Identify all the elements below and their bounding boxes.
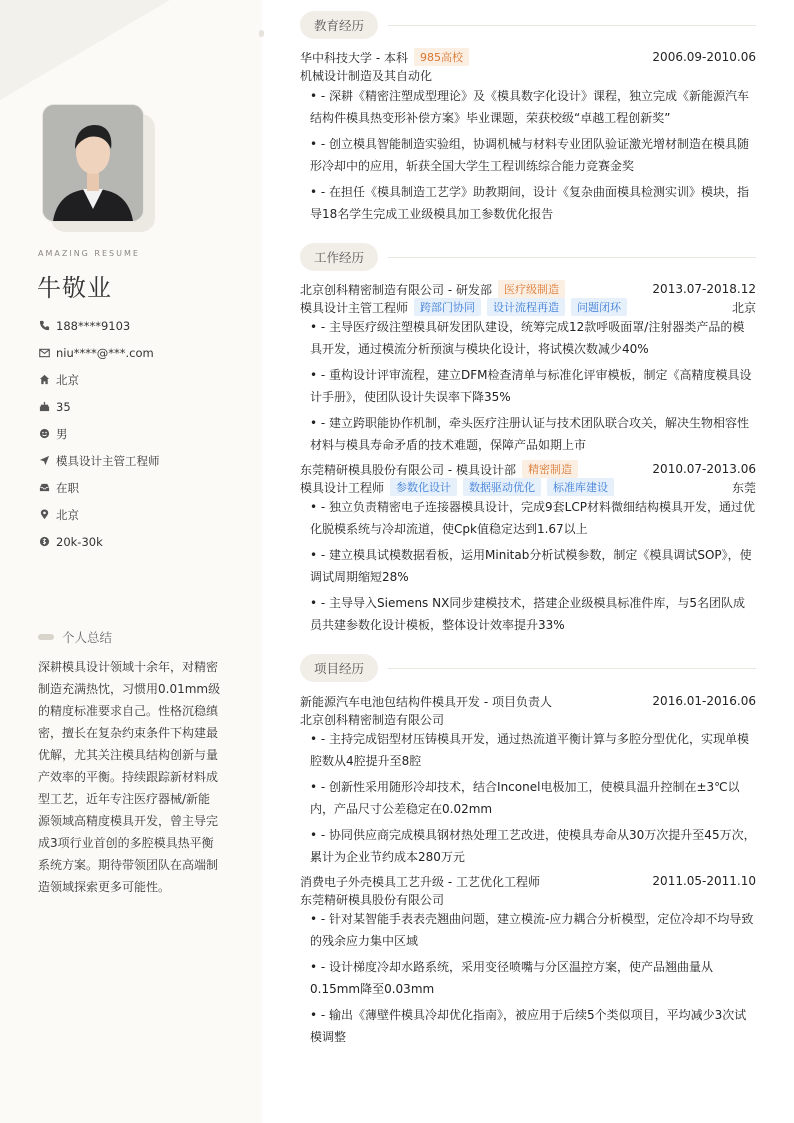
- target-city-text: 北京: [56, 507, 79, 522]
- project-header: [300, 692, 756, 710]
- city-text: 北京: [56, 372, 79, 387]
- mail-icon: [38, 347, 50, 359]
- job-role-row: [300, 478, 756, 496]
- project-org-row: [300, 710, 756, 728]
- skill-tag: 标准库建设: [547, 478, 614, 496]
- work-heading: [300, 243, 756, 271]
- skill-tag: 问题闭环: [571, 298, 627, 316]
- gender-icon: [38, 428, 50, 440]
- divider-dot: [259, 30, 264, 37]
- skill-tag: 数据驱动优化: [463, 478, 541, 496]
- job-header: [300, 280, 756, 298]
- list-item: • - 针对某智能手表表壳翘曲问题，建立模流-应力耦合分析模型，定位冷却不均导致的残余应力集中区域: [310, 912, 754, 948]
- industry-tag: 精密制造: [522, 460, 578, 478]
- section-divider: [388, 257, 756, 258]
- info-city: [38, 366, 248, 393]
- project-name: 新能源汽车电池包结构件模具开发 - 项目负责人: [300, 694, 552, 709]
- major: 机械设计制造及其自动化: [300, 68, 433, 83]
- sidebar: [0, 0, 262, 1123]
- phone-icon: [38, 320, 50, 332]
- list-item: • - 创立模具智能制造实验组，协调机械与材料专业团队验证激光增材制造在模具随形冷却中的应用，斩获全国大学生工程训练综合能力竞赛金奖: [310, 137, 750, 173]
- list-item: • - 协同供应商完成模具钢材热处理工艺改进，使模具寿命从30万次提升至45万次，累计为企业节约成本280万元: [310, 828, 756, 864]
- list-item: • - 设计梯度冷却水路系统，采用变径喷嘴与分区温控方案，使产品翘曲量从0.15mm降至0.03mm: [310, 960, 714, 996]
- salary-icon: [38, 536, 50, 548]
- position-text: 模具设计主管工程师: [56, 453, 160, 468]
- school-name: 华中科技大学 - 本科: [300, 50, 408, 65]
- list-item: • - 主导导入Siemens NX同步建模技术，搭建企业级模具标准件库，与5名团队成员共建参数化设计模板，整体设计效率提升33%: [310, 596, 745, 632]
- project-period: 2016.01-2016.06: [652, 694, 756, 708]
- section-divider: [388, 668, 756, 669]
- job-period: 2013.07-2018.12: [652, 282, 756, 296]
- skill-tag: 设计流程再造: [487, 298, 565, 316]
- job-role-row: [300, 298, 756, 316]
- skill-tag: 参数化设计: [390, 478, 457, 496]
- home-icon: [38, 374, 50, 386]
- info-age: [38, 393, 248, 420]
- candidate-name: 牛敬业: [37, 274, 112, 302]
- section-title: 工作经历: [300, 243, 378, 271]
- list-item: • - 建立模具试模数据看板，运用Minitab分析试模参数，制定《模具调试SOP》，使调试周期缩短28%: [310, 548, 752, 584]
- skill-tag: 跨部门协同: [414, 298, 481, 316]
- inbox-icon: [38, 482, 50, 494]
- list-item: • - 独立负责精密电子连接器模具设计，完成9套LCP材料微细结构模具开发，通过优化脱模系统与冷却流道，使Cpk值稳定达到1.67以上: [310, 500, 755, 536]
- list-item: • - 主导医疗级注塑模具研发团队建设，统筹完成12款呼吸面罩/注射器类产品的模具开发，通过模流分析预演与模块化设计，将试模次数减少40%: [310, 320, 745, 356]
- brand-label: AMAZING RESUME: [38, 249, 140, 258]
- contact-info: [38, 312, 248, 555]
- list-item: • - 输出《薄壁件模具冷却优化指南》，被应用于后续5个类似项目，平均减少3次试模调整: [310, 1008, 747, 1044]
- info-position: [38, 447, 248, 474]
- section-title: 项目经历: [300, 654, 378, 682]
- cake-icon: [38, 401, 50, 413]
- education-period: 2006.09-2010.06: [652, 50, 756, 64]
- project-period: 2011.05-2011.10: [652, 874, 756, 888]
- job-period: 2010.07-2013.06: [652, 462, 756, 476]
- info-gender: [38, 420, 248, 447]
- education-heading: [300, 11, 756, 39]
- info-phone: [38, 312, 248, 339]
- gender-text: 男: [56, 426, 68, 441]
- industry-tag: 医疗级制造: [498, 280, 565, 298]
- project-org: 北京创科精密制造有限公司: [300, 712, 445, 727]
- job-header: [300, 460, 756, 478]
- job-city: 北京: [731, 300, 756, 315]
- summary-bar: [38, 634, 54, 640]
- corner-decoration: [0, 0, 170, 100]
- list-item: • - 在担任《模具制造工艺学》助教期间，设计《复杂曲面模具检测实训》模块，指导18名学生完成工业级模具加工参数优化报告: [310, 185, 750, 221]
- summary-text: 深耕模具设计领域十余年，对精密制造充满热忱，习惯用0.01mm级的精度标准要求自己。性格沉稳缜密，擅长在复杂约束条件下构建最优解，尤其关注模具结构创新与量产效率的平衡。持续跟踪新材料成型工艺，近年专注医疗器械/新能源领域高精度模具开发，曾主导完成3项行业首创的多腔模具热平衡系统方案。期待带领团队在高端制造领域探索更多可能性。: [38, 660, 221, 894]
- company-name: 东莞精研模具股份有限公司 - 模具设计部: [300, 462, 516, 477]
- education-major-row: [300, 66, 756, 84]
- list-item: • - 主持完成铝型材压铸模具开发，通过热流道平衡计算与多腔分型优化，实现单模腔数从4腔提升至8腔: [310, 732, 750, 768]
- project-org-row: [300, 890, 756, 908]
- list-item: • - 创新性采用随形冷却技术，结合Inconel电极加工，使模具温升控制在±3℃以内，产品尺寸公差稳定在0.02mm: [310, 780, 740, 816]
- info-status: [38, 474, 248, 501]
- status-text: 在职: [56, 480, 79, 495]
- list-item: • - 深耕《精密注塑成型理论》及《模具数字化设计》课程，独立完成《新能源汽车结构件模具热变形补偿方案》毕业课题，荣获校级“卓越工程创新奖”: [310, 89, 750, 125]
- phone-text: 188****9103: [56, 318, 131, 333]
- project-org: 东莞精研模具股份有限公司: [300, 892, 445, 907]
- list-item: • - 建立跨职能协作机制，牵头医疗注册认证与技术团队联合攻关，解决生物相容性材料与模具寿命矛盾的技术难题，保障产品如期上市: [310, 416, 750, 452]
- section-title: 教育经历: [300, 11, 378, 39]
- email-text: niu****@***.com: [56, 345, 154, 360]
- info-email: [38, 339, 248, 366]
- company-name: 北京创科精密制造有限公司 - 研发部: [300, 282, 492, 297]
- job-city: 东莞: [731, 480, 756, 495]
- projects-heading: [300, 654, 756, 682]
- school-tag: 985高校: [414, 48, 469, 66]
- summary-title: 个人总结: [62, 630, 113, 645]
- avatar: [42, 104, 144, 222]
- info-salary: [38, 528, 248, 555]
- info-target-city: [38, 501, 248, 528]
- project-name: 消费电子外壳模具工艺升级 - 工艺优化工程师: [300, 874, 540, 889]
- summary-heading: [38, 628, 112, 646]
- location-pin-icon: [38, 509, 50, 521]
- section-divider: [388, 25, 756, 26]
- education-entry: [300, 48, 756, 66]
- salary-text: 20k-30k: [56, 534, 103, 549]
- job-role: 模具设计工程师: [300, 480, 385, 495]
- job-role: 模具设计主管工程师: [300, 300, 409, 315]
- age-text: 35: [56, 399, 71, 414]
- send-icon: [38, 455, 50, 467]
- project-header: [300, 872, 756, 890]
- list-item: • - 重构设计评审流程，建立DFM检查清单与标准化评审模板，制定《高精度模具设计手册》，使团队设计失误率下降35%: [310, 368, 752, 404]
